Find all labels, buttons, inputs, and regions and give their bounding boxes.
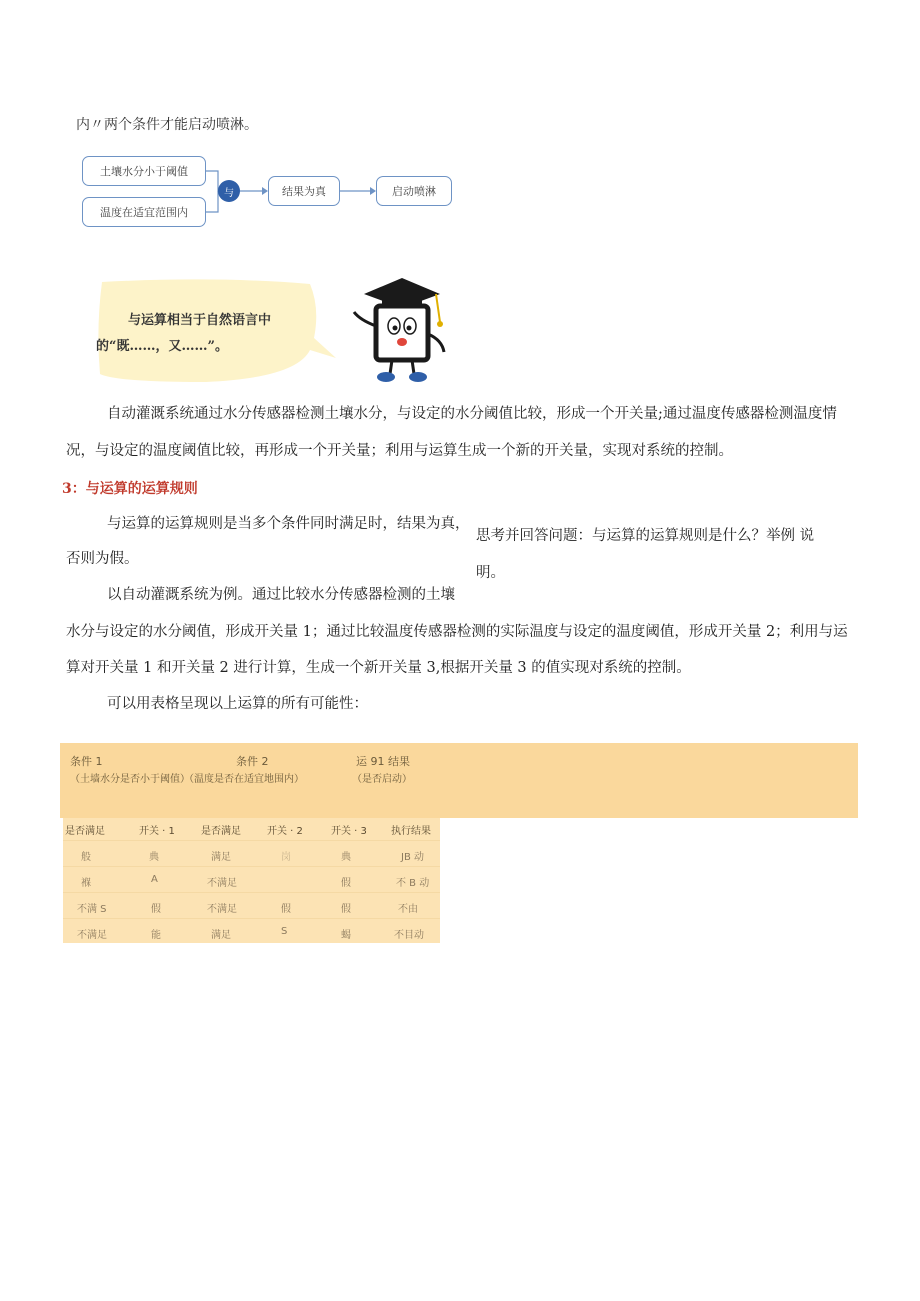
column-header: 是否满足	[65, 826, 105, 837]
table-cell: 典	[149, 852, 159, 863]
bubble-line-2: 的“既……，又……”。	[96, 339, 228, 354]
table-cell: 满足	[211, 930, 231, 941]
table-cell: 不满足	[207, 904, 237, 915]
bubble-text	[96, 308, 306, 360]
result-box: 结果为真	[268, 176, 340, 206]
column-header: 开关 · 1	[139, 826, 175, 837]
flow-diagram	[78, 150, 458, 232]
think-question-line-1: 思考并回答问题：与运算的运算规则是什么？举例 说	[476, 528, 815, 544]
table-cell: 褓	[81, 878, 91, 889]
column-header: 开关 · 2	[267, 826, 303, 837]
condition-1-box: 土壤水分小于阈值	[82, 156, 206, 186]
table-cell: 假	[281, 904, 291, 915]
group-1-title: 条件 1	[70, 755, 103, 768]
table-cell: 不由	[398, 904, 418, 915]
table-cell: JB 动	[401, 852, 424, 863]
paragraph-2-line-1: 与运算的运算规则是当多个条件同时满足时，结果为真，	[107, 516, 470, 532]
speech-bubble	[96, 278, 346, 384]
intro-line: 内〃两个条件才能启动喷淋。	[76, 117, 258, 133]
table-cell: 岗	[281, 852, 291, 863]
section-heading: 3：与运算的运算规则	[62, 481, 198, 497]
table-cell: 满足	[211, 852, 231, 863]
column-header: 开关 · 3	[331, 826, 367, 837]
table-cell: 不满足	[207, 878, 237, 889]
table-cell: 不满 S	[77, 904, 107, 915]
column-header: 执行结果	[391, 826, 431, 837]
table-cell: 般	[81, 852, 91, 863]
and-operator: 与	[218, 180, 240, 202]
row-divider	[63, 840, 440, 841]
table-cell: 典	[341, 852, 351, 863]
truth-table-header	[60, 743, 858, 818]
group-2-subtitle: （温度是否在适宜地围内）	[184, 774, 304, 785]
paragraph-3-line-1: 以自动灌溉系统为例。通过比较水分传感器检测的土壤	[107, 587, 455, 603]
paragraph-4: 可以用表格呈现以上运算的所有可能性：	[107, 696, 368, 712]
bubble-line-1: 与运算相当于自然语言中	[128, 313, 272, 328]
row-divider	[63, 866, 440, 867]
paragraph-2-line-2: 否则为假。	[66, 551, 139, 567]
think-question-line-2: 明。	[476, 565, 505, 581]
paragraph-3-line-3: 算对开关量 1 和开关量 2 进行计算，生成一个新开关量 3,根据开关量 3 的值实现对系统的控制。	[66, 660, 691, 676]
paragraph-3-line-2: 水分与设定的水分阈值，形成开关量 1；通过比较温度传感器检测的实际温度与设定的温度阈值，形成开关量 2；利用与运	[66, 624, 848, 640]
table-cell: 假	[341, 904, 351, 915]
table-cell: 假	[151, 904, 161, 915]
mascot-icon	[344, 276, 460, 386]
truth-table-body	[63, 818, 440, 943]
column-header: 是否满足	[201, 826, 241, 837]
mascot-illustration	[344, 276, 460, 386]
table-cell: 假	[341, 878, 351, 889]
group-3-subtitle: （是否启动）	[352, 774, 412, 785]
row-divider	[63, 918, 440, 919]
paragraph-1-line-2: 况，与设定的温度阈值比较，再形成一个开关量；利用与运算生成一个新的开关量，实现对系统的控制。	[66, 443, 733, 459]
table-cell: 不满足	[77, 930, 107, 941]
table-cell: 能	[151, 930, 161, 941]
table-cell: 不目动	[394, 930, 424, 941]
row-divider	[63, 892, 440, 893]
group-1-subtitle: （土墙水分是否小于阈值）	[70, 774, 190, 785]
table-cell: S	[281, 926, 288, 937]
group-2-title: 条件 2	[236, 755, 269, 768]
table-cell: A	[151, 874, 158, 885]
table-cell: 蝎	[341, 930, 351, 941]
action-box: 启动喷淋	[376, 176, 452, 206]
table-cell: 不 B 动	[396, 878, 430, 889]
paragraph-1-line-1: 自动灌溉系统通过水分传感器检测土壤水分，与设定的水分阈值比较，形成一个开关量;通过温度传感器检测温度情	[107, 406, 837, 422]
group-3-title: 运 91 结果	[356, 755, 410, 768]
condition-2-box: 温度在适宜范围内	[82, 197, 206, 227]
